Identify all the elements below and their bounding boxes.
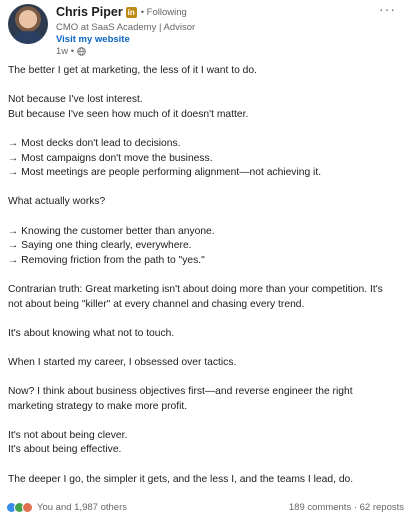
ellipsis-icon[interactable]: ··· xyxy=(379,1,396,17)
post-paragraph xyxy=(8,225,402,269)
post-line: The deeper I go, the simpler it gets, and the less I, and the teams I lead, do. xyxy=(8,473,354,485)
post-line: What actually works? xyxy=(8,196,106,208)
post-paragraph xyxy=(8,64,402,79)
post-meta xyxy=(56,46,86,57)
post-line: marketing strategy to make more profit. xyxy=(8,400,188,412)
post-paragraph xyxy=(8,385,402,414)
comments-reposts-count[interactable]: 189 comments · 62 reposts xyxy=(288,501,404,513)
post-line: → Knowing the customer better than anyone. xyxy=(8,225,215,237)
post-line: → Saying one thing clearly, everywhere. xyxy=(8,240,192,252)
post-paragraph xyxy=(8,93,402,122)
post-paragraph xyxy=(8,429,402,458)
post-time: 1w • xyxy=(56,46,75,57)
linkedin-premium-icon: in xyxy=(127,7,135,17)
post-paragraph xyxy=(8,356,402,371)
globe-icon xyxy=(77,47,86,56)
post-paragraph xyxy=(8,283,402,312)
post-paragraph xyxy=(8,327,402,342)
post-line: It's about knowing what not to touch. xyxy=(8,327,175,339)
post-paragraph xyxy=(8,195,402,210)
post-body xyxy=(8,64,402,487)
post-line: Contrarian truth: Great marketing isn't about doing more than your competition. It's xyxy=(8,283,383,295)
author-avatar[interactable] xyxy=(8,4,48,44)
post-line: not about being "killer" at every channel and chasing every trend. xyxy=(8,298,305,310)
post-line: Not because I've lost interest. xyxy=(8,94,143,106)
post-paragraph xyxy=(8,137,402,181)
author-name-row xyxy=(56,5,187,19)
post-line: → Removing friction from the path to "yes." xyxy=(8,254,205,266)
post-line: It's about being effective. xyxy=(8,444,122,456)
post-line: It's not about being clever. xyxy=(8,429,128,441)
reactions-count[interactable]: You and 1,987 others xyxy=(37,501,127,513)
post-line: → Most decks don't lead to decisions. xyxy=(8,137,181,149)
author-headline: CMO at SaaS Academy | Advisor xyxy=(56,22,196,33)
reactions-summary[interactable] xyxy=(6,502,127,513)
social-bar xyxy=(6,500,404,514)
post-line: But because I've seen how much of it doesn't matter. xyxy=(8,108,249,120)
post-line: → Most meetings are people performing alignment—not achieving it. xyxy=(8,167,322,179)
love-icon xyxy=(22,502,33,513)
visit-website-link[interactable]: Visit my website xyxy=(56,34,130,45)
post-header xyxy=(8,1,400,57)
following-status: • Following xyxy=(140,6,187,18)
post-paragraph xyxy=(8,473,402,488)
post-line: Now? I think about business objectives first—and reverse engineer the right xyxy=(8,386,353,398)
post-line: The better I get at marketing, the less of it I want to do. xyxy=(8,65,257,76)
post-line: When I started my career, I obsessed over tactics. xyxy=(8,356,237,368)
author-name[interactable]: Chris Piper xyxy=(56,5,123,19)
post-line: → Most campaigns don't move the business. xyxy=(8,152,213,164)
